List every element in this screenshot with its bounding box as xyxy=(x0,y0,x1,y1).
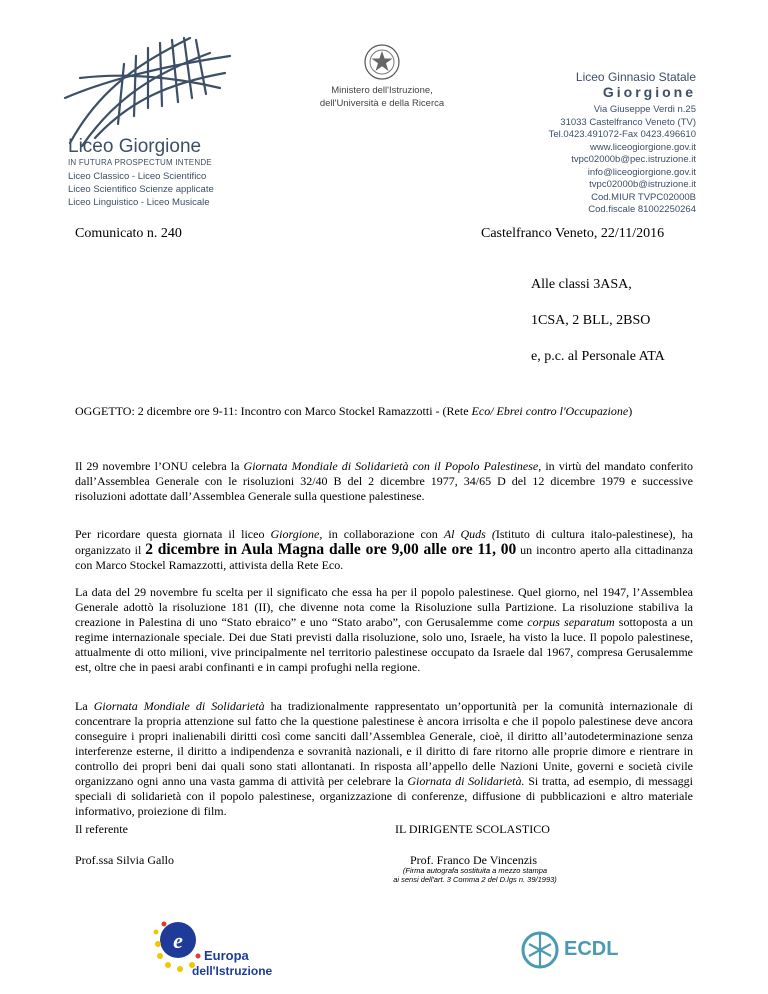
recipient-line: 1CSA, 2 BLL, 2BSO xyxy=(531,313,651,328)
europa-label: Europa xyxy=(204,948,249,963)
logo-name: Liceo Giorgione xyxy=(68,136,202,157)
ministry-name: Ministero dell'Istruzione, dell'Università e della Ricerca xyxy=(319,85,445,109)
course-list xyxy=(68,170,214,209)
paragraph-3: La data del 29 novembre fu scelta per il significato che essa ha per il popolo palestinese. Quel giorno, nel 1947, l’Assemblea Generale adottò la risoluzione 181 (II), che divenne nota come la Risoluzione sulla Partizione. La risoluzione stabiliva la creazione in Palestina di uno “Stato ebraico” e uno “Stato arabo”, con Gerusalemme come corpus separatum sottoposta a un regime internazionale speciale. Dei due Stati previsti dalla risoluzione, solo uno, Israele, ha visto la luce. Il popolo palestinese, attualmente di otto milioni, vive principalmente nel territorio palestinese occupato da Israele dal 1967, compresa Gerusalemme est, oltre che in paesi arabi confinanti e in campi profughi nella regione. xyxy=(75,585,693,674)
signature-note: (Firma autografa sostituita a mezzo stampa ai sensi dell'art. 3 Comma 2 del D.lgs n. 39/1993) xyxy=(393,866,557,884)
recipient-line: Alle classi 3ASA, xyxy=(531,277,632,292)
ecdl-label: ECDL xyxy=(564,938,619,960)
ecdl-globe-icon xyxy=(520,930,560,970)
event-highlight: 2 dicembre in Aula Magna dalle ore 9,00 alle ore 11, 00 xyxy=(145,541,517,558)
referente-label: Il referente xyxy=(75,822,128,836)
dirigente-name: Prof. Franco De Vincenzis xyxy=(410,853,538,867)
course-line: Liceo Scientifico Scienze applicate xyxy=(68,184,214,195)
school-contacts: Via Giuseppe Verdi n.25 31033 Castelfranco Veneto (TV) Tel.0423.491072-Fax 0423.496610 www.liceogiorgione.gov.it tvpc02000b@pec.istruzione.it info@liceogiorgione.gov.it tvpc02000b@istruzione.it Cod.MIUR TVPC02000B Cod.fiscale 81002250264 xyxy=(548,104,696,215)
school-info xyxy=(456,70,696,217)
comunicato-number: Comunicato n. 240 xyxy=(75,226,182,241)
recipient-line: e, p.c. al Personale ATA xyxy=(531,349,665,364)
paragraph-1: Il 29 novembre l’ONU celebra la Giornata Mondiale di Solidarietà con il Popolo Palestinese, in virtù del mandato conferito dall’Assemblea Generale con le risoluzioni 32/40 B del 2 dicembre 1977, 34/65 D del 12 dicembre 1979 e successive risoluzioni adottate dall’Assemblea Generale sulla questione palestinese. xyxy=(75,459,694,503)
istruzione-label: dell'Istruzione xyxy=(192,964,273,978)
italian-republic-emblem-icon xyxy=(362,42,402,82)
paragraph-2: Per ricordare questa giornata il liceo Giorgione, in collaborazione con Al Quds (Istituto di cultura italo-palestinese), ha organizzato il 2 dicembre in Aula Magna dalle ore 9,00 alle ore 11, 00 un incontro aperto alla cittadinanza con Marco Stockel Ramazzotti, attivista della Rete Eco. xyxy=(75,527,694,572)
dirigente-label: IL DIRIGENTE SCOLASTICO xyxy=(395,822,550,836)
paragraph-4: La Giornata Mondiale di Solidarietà ha tradizionalmente rappresentato un’opportunità per la comunità internazionale di concentrare la propria attenzione sul fatto che la questione palestinese è ancora irrisolta e che il popolo palestinese deve ancora conseguire i propri inalienabili diritti così come sanciti dall’Assemblea Generale, cioè, il diritto all’autodeterminazione senza interferenze esterne, il diritto a indipendenza e sovranità nazionali, e il diritto di fare ritorno alle proprie dimore e rientrare in controllo dei propri beni dai quali sono stati allontanati. In risposta all’appello delle Nazioni Unite, governi e società civile organizzano ogni anno una vasta gamma di attività per celebrare la Giornata di Solidarietà. Si tratta, ad esempio, di messaggi speciali di solidarietà con il popolo palestinese, organizzazione di conferenze, diffusione di pubblicazioni e altro materiale informativo, proiezione di film. xyxy=(75,699,694,818)
course-line: Liceo Classico - Liceo Scientifico xyxy=(68,171,207,182)
europa-istruzione-logo xyxy=(148,912,278,982)
place-date: Castelfranco Veneto, 22/11/2016 xyxy=(481,226,665,241)
referente-name: Prof.ssa Silvia Gallo xyxy=(75,853,174,867)
ecdl-logo xyxy=(520,930,630,970)
school-name: Giorgione xyxy=(602,84,696,100)
course-line: Liceo Linguistico - Liceo Musicale xyxy=(68,197,210,208)
oggetto-line: OGGETTO: 2 dicembre ore 9-11: Incontro con Marco Stockel Ramazzotti - (Rete Eco/ Ebrei contro l'Occupazione) xyxy=(75,404,633,418)
school-type: Liceo Ginnasio Statale xyxy=(575,70,696,84)
svg-text:e: e xyxy=(173,928,183,953)
logo-motto: IN FUTURA PROSPECTUM INTENDE xyxy=(68,158,212,167)
liceo-giorgione-logo-icon xyxy=(60,28,240,148)
